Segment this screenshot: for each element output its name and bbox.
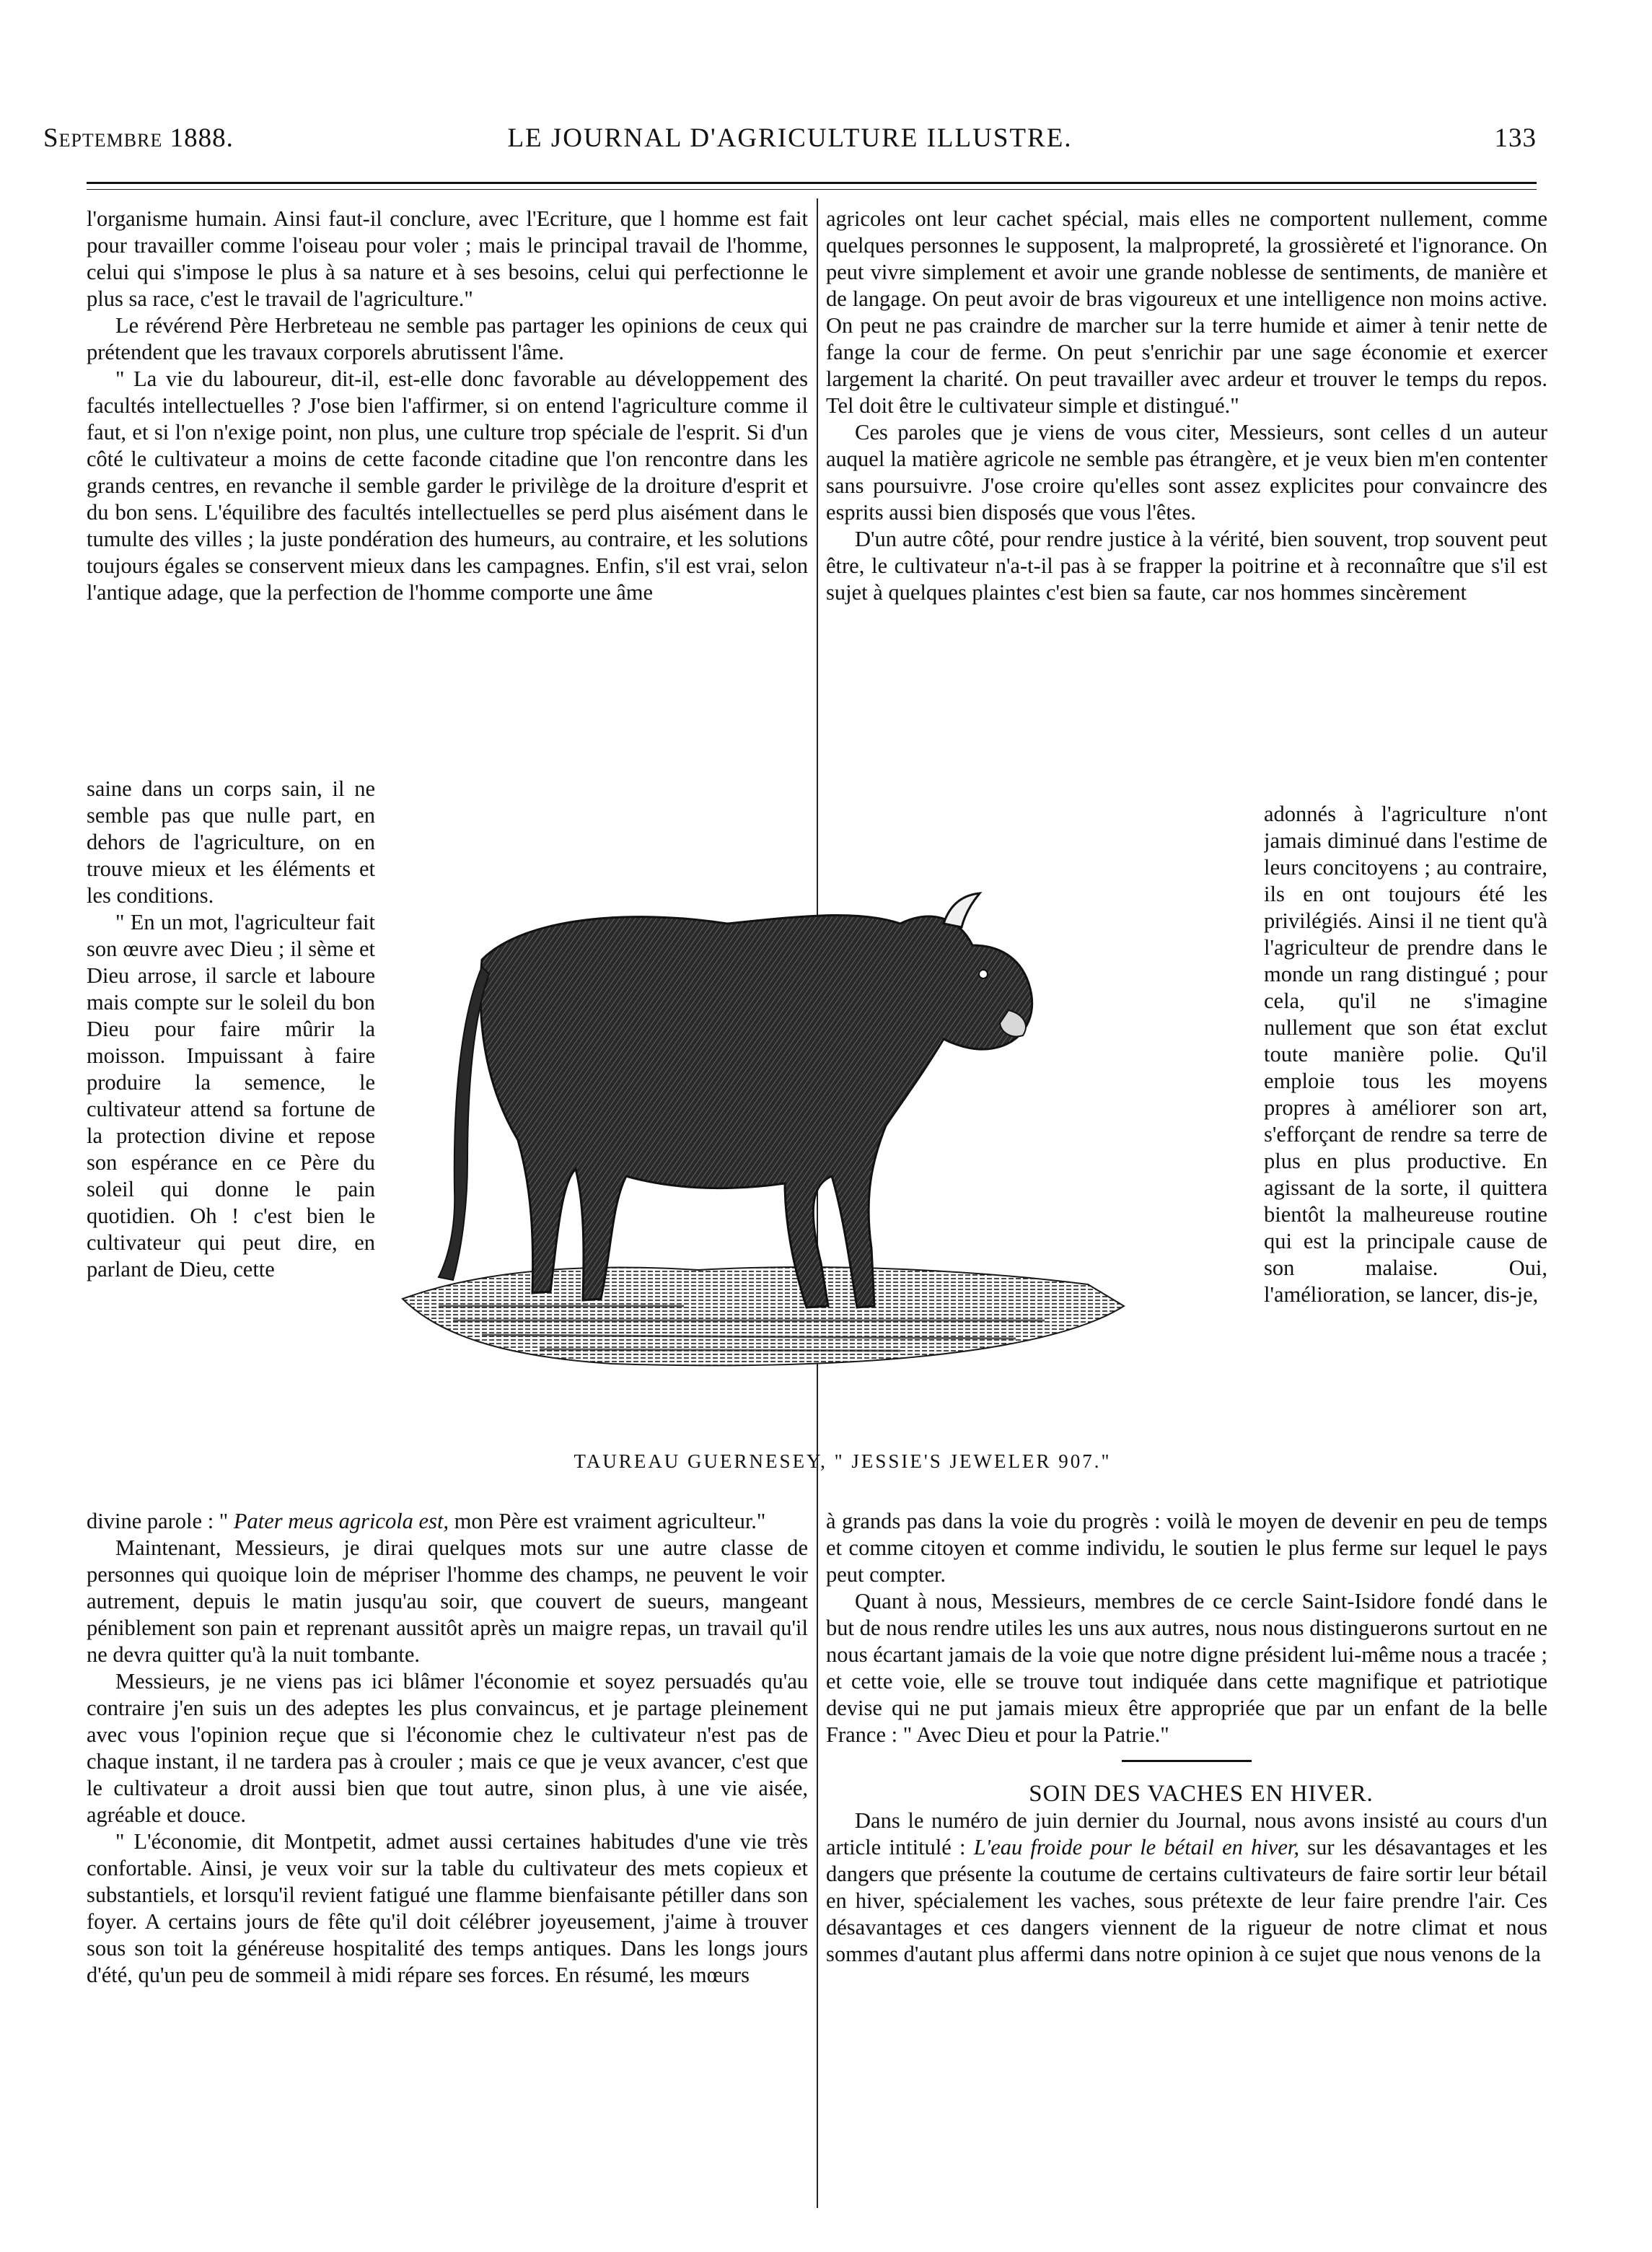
paragraph: Quant à nous, Messieurs, membres de ce cercle Saint-Isidore fondé dans le but de nous rendre utiles les uns aux autres, nous nous distinguerons surtout en ne nous écartant jamais de la voie que notre digne président lui-même nous a tracée ; et cette voie, elle se trouve tout indiquée dans cette magnifique et patriotique devise qui ne put jamais mieux être appropriée que par un enfant de la belle France : " Avec Dieu et pour la Patrie." <box>826 1589 1547 1747</box>
right-column-top <box>826 206 1547 801</box>
paragraph: Maintenant, Messieurs, je dirai quelques mots sur une autre classe de personnes qui quoique loin de mépriser l'homme des champs, ne peuvent le voir autrement, depuis le matin jusqu'au soir, que couvert de sueurs, mangeant péniblement son pain et reprenant aussitôt après un maigre repas, un travail qu'il ne devra quitter qu'à la nuit tombante. <box>87 1535 808 1667</box>
paragraph: à grands pas dans la voie du progrès : voilà le moyen de devenir en peu de temps et comme citoyen et comme individu, le soutien le plus ferme sur lequel le pays peut compter. <box>826 1509 1547 1587</box>
latin-quote: Pater meus agricola est, <box>233 1509 449 1533</box>
left-column-top <box>87 206 808 776</box>
paragraph: l'organisme humain. Ainsi faut-il conclure, avec l'Ecriture, que l homme est fait pour travailler comme l'oiseau pour voler ; mais le principal travail de l'homme, celui qui s'impose le plus à sa nature et à ses besoins, celui qui perfectionne le plus sa race, c'est le travail de l'agriculture." <box>87 206 808 311</box>
right-column-wrap <box>1264 801 1547 1508</box>
article-title: L'eau froide pour le bétail en hiver, <box>973 1835 1299 1859</box>
paragraph: " En un mot, l'agriculteur fait son œuvre avec Dieu ; il sème et Dieu arrose, il sarcle et laboure mais compte sur le soleil du bon Dieu pour faire mûrir la moisson. Impuissant à faire produire la semence, le cultivateur attend sa fortune de la protection divine et repose son espérance en ce Père du soleil qui donne le pain quotidien. Oh ! c'est bien le cultivateur qui peut dire, en parlant de Dieu, cette <box>87 910 375 1281</box>
section-title: SOIN DES VACHES EN HIVER. <box>1029 1781 1374 1807</box>
paragraph-quote <box>87 1508 808 1535</box>
paragraph: agricoles ont leur cachet spécial, mais elles ne comportent nullement, comme quelques personnes le supposent, la malpropreté, la grossièreté et l'ignorance. On peut vivre simplement et avoir une grande noblesse de sentiments, de manière et de langage. On peut avoir de bras vigoureux et une intelligence non moins active. On peut ne pas craindre de marcher sur la terre humide et aimer à tenir nette de fange la cour de ferme. On peut s'enrichir par une sage économie et exercer largement la charité. On peut travailler avec ardeur et trouver le temps du repos. Tel doit être le cultivateur simple et distingué." <box>826 206 1547 418</box>
right-column-bottom <box>826 1508 1547 2208</box>
header-rule <box>87 182 1537 184</box>
left-column-wrap <box>87 776 375 1508</box>
journal-title: LE JOURNAL D'AGRICULTURE ILLUSTRE. <box>507 123 1073 153</box>
paragraph: " L'économie, dit Montpetit, admet aussi certaines habitudes d'une vie très confortable. Ainsi, je veux voir sur la table du cultivateur des mets copieux et substantiels, et lorsqu'il revient fatigué une flamme bienfaisante pétiller dans son foyer. A certains jours de fête qu'il doit célébrer joyeusement, j'aime à trouver sous son toit la généreuse hospitalité des temps antiques. Dans les longs jours d'été, qu'un peu de sommeil à midi répare ses forces. En résumé, les mœurs <box>87 1829 808 1987</box>
page-number: 133 <box>1494 123 1537 153</box>
paragraph: Messieurs, je ne viens pas ici blâmer l'économie et soyez persuadés qu'au contraire j'en suis un des adeptes les plus convaincus, et je partage pleinement avec vous l'opinion reçue que si l'économie chez le cultivateur n'est pas de chaque instant, il ne tardera pas à crouler ; mais ce que je veux avancer, c'est que le cultivateur a droit aussi bien que tout autre, sinon plus, à une vie aisée, agréable et douce. <box>87 1669 808 1827</box>
paragraph: Ces paroles que je viens de vous citer, Messieurs, sont celles d un auteur auquel la matière agricole ne semble pas étrangère, et je veux bien m'en contenter sans poursuivre. J'ose croire qu'elles sont assez explicites pour convaincre des esprits aussi bien disposés que vous l'êtes. <box>826 420 1547 525</box>
paragraph: saine dans un corps sain, il ne semble pas que nulle part, en dehors de l'agriculture, on en trouve mieux et les éléments et les conditions. <box>87 776 375 908</box>
intro-tail: sur les désavantages et les dangers que présente la coutume de certains cultivateurs de faire sortir leur bétail en hiver, spécialement les vaches, sous prétexte de leur faire prendre l'air. Ces désavantages et ces dangers viennent de la rigueur de notre climat et nous sommes d'autant plus affermi dans notre opinion à ce sujet que nous venons de la <box>826 1835 1547 1966</box>
figure <box>395 801 1254 1494</box>
quote-lead: divine parole : " <box>87 1509 234 1533</box>
bull-engraving-icon <box>395 801 1254 1436</box>
intro-lead: Dans le numéro de juin dernier du Journal, nous avons insisté au cours d'un article intitulé : <box>826 1808 1547 1859</box>
paragraph <box>826 1808 1547 1968</box>
header-rule-thin <box>87 189 1537 190</box>
header-date: Septembre 1888. <box>43 123 234 153</box>
paragraph: D'un autre côté, pour rendre justice à la vérité, bien souvent, trop souvent peut être, le cultivateur n'a-t-il pas à se frapper la poitrine et à reconnaître que s'il est sujet à quelques plaintes c'est bien sa faute, car nos hommes sincèrement <box>826 527 1547 605</box>
paragraph: adonnés à l'agriculture n'ont jamais diminué dans l'estime de leurs concitoyens ; au contraire, ils en ont toujours été les privilégiés. Ainsi il ne tient qu'à l'agriculteur de prendre dans le monde un rang distingué ; pour cela, qu'il ne s'imagine nullement que son état exclut toute manière polie. Qu'il emploie tous les moyens propres à améliorer son art, s'efforçant de rendre sa terre de plus en plus productive. En agissant de la sorte, il quittera bientôt la malheureuse routine qui est la principale cause de son malaise. Oui, l'amélioration, se lancer, dis-je, <box>1264 802 1547 1307</box>
figure-caption: TAUREAU GUERNESEY, " JESSIE'S JEWELER 907." <box>574 1450 1112 1472</box>
paragraph: Le révérend Père Herbreteau ne semble pas partager les opinions de ceux qui prétendent que les travaux corporels abrutissent l'âme. <box>87 313 808 364</box>
paragraph: " La vie du laboureur, dit-il, est-elle donc favorable au développement des facultés intellectuelles ? J'ose bien l'affirmer, si on entend l'agriculture comme il faut, et si l'on n'exige point, non plus, une culture trop spéciale de l'esprit. Si d'un côté le cultivateur a moins de cette faconde citadine que l'on rencontre dans les grands centres, en revanche il semble garder le privilège de la droiture d'esprit et du bon sens. L'équilibre des facultés intellectuelles se perd plus aisément dans le tumulte des villes ; la juste pondération des humeurs, au contraire, et les solutions toujours égales se conservent mieux dans les campagnes. Enfin, s'il est vrai, selon l'antique adage, que la perfection de l'homme comporte une âme <box>87 367 808 605</box>
quote-tail: mon Père est vraiment agriculteur." <box>449 1509 766 1533</box>
left-column-bottom <box>87 1508 808 2208</box>
section-rule <box>1122 1760 1252 1762</box>
running-header <box>43 123 1537 166</box>
